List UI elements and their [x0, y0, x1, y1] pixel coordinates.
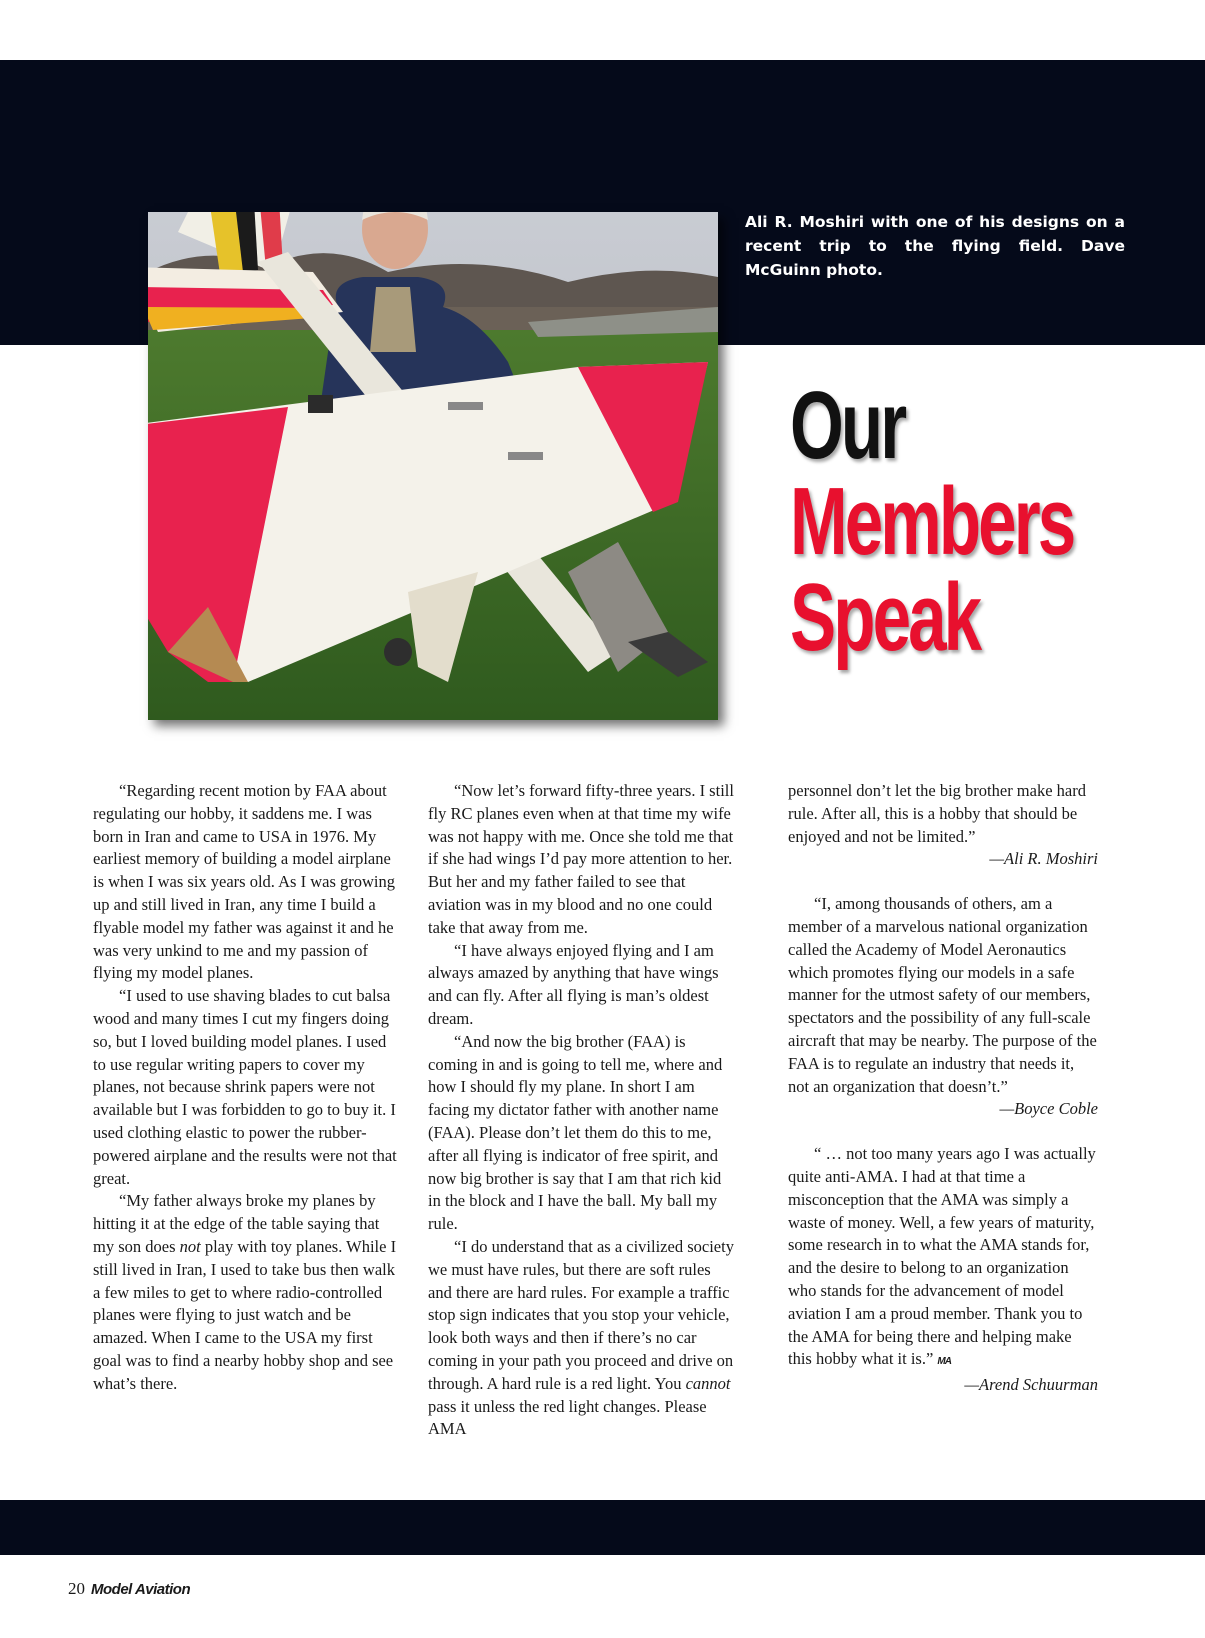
text-run: “I do understand that as a civilized society we must have rules, but there are soft rules and there are hard rules. For example a traffic stop sign indicates that you stop your vehicle, look both ways and then if there’s no car coming in your path you proceed and drive on through. A hard rule is a red light. You: [428, 1236, 734, 1393]
article-paragraph: personnel don’t let the big brother make hard rule. After all, this is a hobby that should be enjoyed and not be limited.”: [788, 781, 1086, 846]
bottom-dark-band: [0, 1500, 1205, 1555]
article-paragraph: [428, 1236, 738, 1441]
headline: [790, 372, 1074, 671]
article-column-2: [428, 780, 738, 1441]
photo-caption: Ali R. Moshiri with one of his designs on a recent trip to the flying field. Dave McGuinn photo.: [745, 213, 1125, 279]
article-paragraph: “I have always enjoyed flying and I am always amazed by anything that have wings and can fly. After all flying is man’s oldest dream.: [428, 940, 719, 1028]
page-footer: [68, 1579, 190, 1599]
signature-moshiri: —Ali R. Moshiri: [989, 849, 1098, 869]
text-run: “My father always broke my planes by hitting it at the edge of the table saying that my son does: [93, 1191, 380, 1256]
signature-schuurman: —Arend Schuurman: [964, 1375, 1098, 1395]
article-paragraph: “I, among thousands of others, am a member of a marvelous national organization called the Academy of Model Aeronautics which promotes flying our models in a safe manner for the utmost safety of our members, spectators and the possibility of any full-scale aircraft that may be nearby. The purpose of the FAA is to regulate an industry that needs it, not an organization that doesn’t.”: [788, 894, 1097, 1096]
signature-coble: —Boyce Coble: [999, 1099, 1098, 1119]
emphasis: cannot: [685, 1373, 731, 1393]
article-column-1: [93, 780, 403, 1396]
article-paragraph: “Now let’s forward fifty-three years. I still fly RC planes even when at that time my wife was not happy with me. Once she told me that if she had wings I’d pay more attention to her. But her and my father failed to see that aviation was in my blood and no one could take that away from me.: [428, 781, 734, 937]
text-run: play with toy planes. While I still lived in Iran, I used to take bus then walk a few miles to get to where radio-controlled planes were flying to just watch and be amazed. When I came to the USA my first goal was to find a nearby hobby shop and see what’s there.: [93, 1236, 397, 1393]
headline-line-3: Speak: [790, 564, 980, 671]
text-run: pass it unless the red light changes. Please AMA: [428, 1396, 707, 1439]
article-paragraph: “And now the big brother (FAA) is coming in and is going to tell me, where and how I should fly my plane. In short I am facing my dictator father with another name (FAA). Please don’t let them do this to me, after all flying is indicator of free spirit, and now big brother is say that I am that rich kid in the block and I have the ball. My ball my rule.: [428, 1031, 723, 1234]
article-paragraph: “Regarding recent motion by FAA about regulating our hobby, it saddens me. I was born in Iran and came to USA in 1976. My earliest memory of building a model airplane is when I was six years old. As I was growing up and still lived in Iran, any time I build a flyable model my father was against it and he was very unkind to me and my passion of flying my model planes.: [93, 781, 396, 983]
member-photo: [148, 212, 718, 720]
headline-line-1: Our: [790, 372, 905, 479]
text-run: “ … not too many years ago I was actually quite anti-AMA. I had at that time a misconception that the AMA was simply a waste of money. Well, a few years of maturity, some research in to what the AMA stands for, and the desire to belong to an organization who stands for the advancement of model aviation I am a proud member. Thank you to the AMA for being there and helping make this hobby what it is.”: [788, 1144, 1096, 1369]
article-paragraph: “I used to use shaving blades to cut balsa wood and many times I cut my fingers doing so, but I loved building model planes. I used to use regular writing papers to cover my planes, not because shrink papers were not available but I was forbidden to go to buy it. I used clothing elastic to power the rubber-powered airplane and the results were not that great.: [93, 986, 397, 1188]
emphasis: not: [179, 1236, 201, 1256]
article-paragraph: [93, 1190, 403, 1395]
article-paragraph: [788, 1143, 1098, 1374]
magazine-name: Model Aviation: [91, 1581, 191, 1598]
article-column-3: [788, 780, 1098, 1397]
page-number: 20: [68, 1579, 85, 1598]
headline-line-2: Members: [790, 468, 1074, 575]
end-mark: MA: [937, 1356, 951, 1368]
